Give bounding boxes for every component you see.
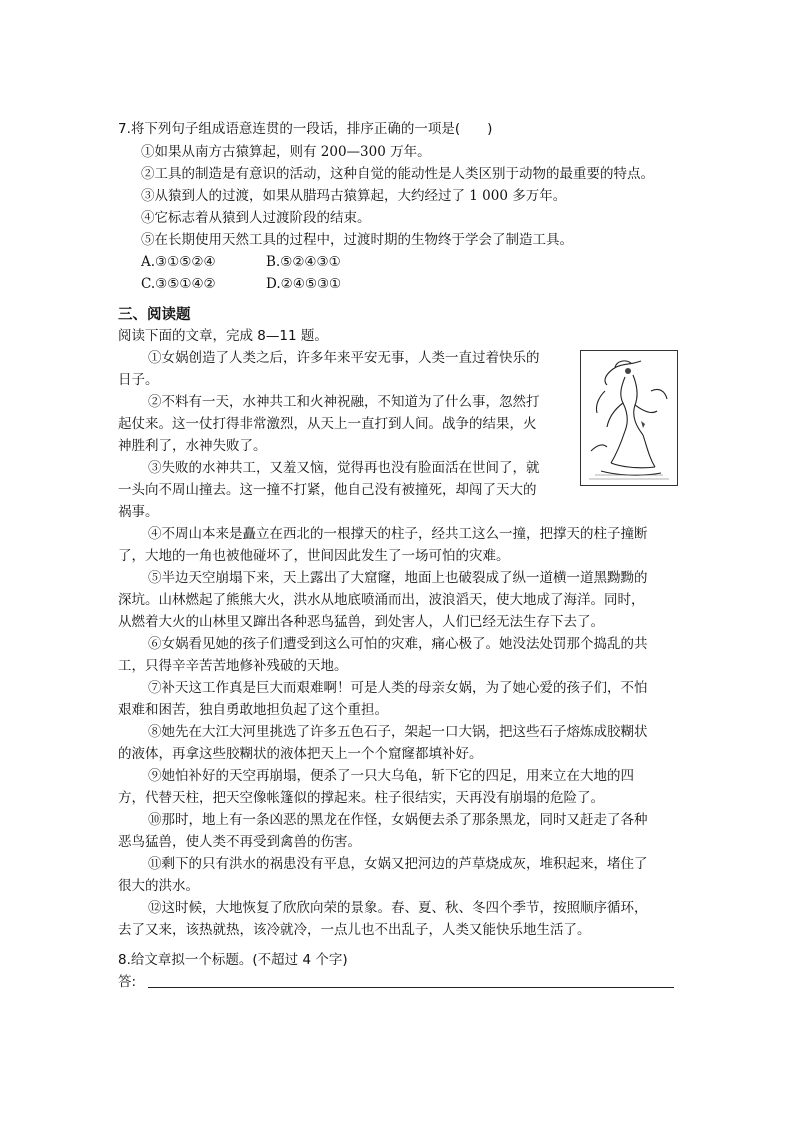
nuwa-illustration bbox=[580, 350, 678, 486]
passage-line: ⑩那时，地上有一条凶恶的黑龙在作怪，女娲便去杀了那条黑龙，同时又赶走了各种 bbox=[148, 812, 648, 828]
passage-line: ②不料有一天，水神共工和火神祝融，不知道为了什么事，忽然打 bbox=[148, 394, 540, 410]
q7-sentence-4: ④它标志着从猿到人过渡阶段的结束。 bbox=[141, 210, 371, 226]
passage-line: 方，代替天柱，把天空像帐篷似的撑起来。柱子很结实，天再没有崩塌的危险了。 bbox=[118, 790, 604, 806]
q7-stem: 7.将下列句子组成语意连贯的一段话，排序正确的一项是( ) bbox=[118, 121, 493, 137]
passage-line: 神胜利了，水神失败了。 bbox=[118, 438, 267, 454]
q7-option-d: D.②④⑤③① bbox=[266, 276, 342, 292]
q7-option-c: C.③⑤①④② bbox=[141, 276, 216, 292]
q7-option-a: A.③①⑤②④ bbox=[141, 254, 216, 270]
passage-line: 一头向不周山撞去。这一撞不打紧，他自己没有被撞死，却闯了天大的 bbox=[118, 482, 537, 498]
q7-sentence-1: ①如果从南方古猿算起，则有 200—300 万年。 bbox=[141, 144, 431, 160]
q7-sentence-2: ②工具的制造是有意识的活动，这种自觉的能动性是人类区别于动物的最重要的特点。 bbox=[141, 166, 654, 182]
passage-line: 的液体，再拿这些胶糊状的液体把天上一个个窟窿都填补好。 bbox=[118, 746, 483, 762]
section-instruction: 阅读下面的文章，完成 8—11 题。 bbox=[118, 328, 328, 344]
passage-line: 很大的洪水。 bbox=[118, 878, 199, 894]
q8-answer-label: 答: bbox=[118, 974, 137, 990]
passage-line: ⑥女娲看见她的孩子们遭受到这么可怕的灾难，痛心极了。她没法处罚那个捣乱的共 bbox=[148, 636, 648, 652]
passage-line: 艰难和困苦，独自勇敢地担负起了这个重担。 bbox=[118, 702, 388, 718]
q7-sentence-5: ⑤在长期使用天然工具的过程中，过渡时期的生物终于学会了制造工具。 bbox=[141, 232, 573, 248]
passage-line: ⑤半边天空崩塌下来，天上露出了大窟窿，地面上也破裂成了纵一道横一道黑黝黝的 bbox=[148, 570, 648, 586]
passage-line: ⑫这时候，大地恢复了欣欣向荣的景象。春、夏、秋、冬四个季节，按照顺序循环， bbox=[148, 900, 648, 916]
passage-line: ①女娲创造了人类之后，许多年来平安无事，人类一直过着快乐的 bbox=[148, 350, 540, 366]
passage-line: ⑦补天这工作真是巨大而艰难啊！可是人类的母亲女娲，为了她心爱的孩子们，不怕 bbox=[148, 680, 648, 696]
q8-answer-line[interactable] bbox=[148, 986, 674, 988]
passage-line: 深坑。山林燃起了熊熊大火，洪水从地底喷涌而出，波浪滔天，使大地成了海洋。同时， bbox=[118, 592, 645, 608]
passage-line: 从燃着大火的山林里又蹿出各种恶鸟猛兽，到处害人，人们已经无法生存下去了。 bbox=[118, 614, 604, 630]
nuwa-figure-icon bbox=[581, 351, 677, 485]
passage-line: ⑧她先在大江大河里挑选了许多五色石子，架起一口大锅，把这些石子熔炼成胶糊状 bbox=[148, 724, 648, 740]
q7-sentence-3: ③从猿到人的过渡，如果从腊玛古猿算起，大约经过了 1 000 多万年。 bbox=[141, 188, 567, 204]
section-heading: 三、阅读题 bbox=[118, 307, 191, 323]
passage-line: 去了又来，该热就热，该冷就冷，一点儿也不出乱子，人类又能快乐地生活了。 bbox=[118, 922, 591, 938]
passage-line: ⑨她怕补好的天空再崩塌，便杀了一只大乌龟，斩下它的四足，用来立在大地的四 bbox=[148, 768, 634, 784]
passage-line: 了，大地的一角也被他碰坏了，世间因此发生了一场可怕的灾难。 bbox=[118, 548, 510, 564]
passage-line: 工，只得辛辛苦苦地修补残破的天地。 bbox=[118, 658, 348, 674]
passage-line: 起仗来。这一仗打得非常激烈，从天上一直打到人间。战争的结果，火 bbox=[118, 416, 537, 432]
passage-line: 日子。 bbox=[118, 372, 159, 388]
passage-line: 恶鸟猛兽，使人类不再受到禽兽的伤害。 bbox=[118, 834, 361, 850]
passage-line: 祸事。 bbox=[118, 504, 159, 520]
passage-line: ⑪剩下的只有洪水的祸患没有平息，女娲又把河边的芦草烧成灰，堆积起来，堵住了 bbox=[148, 856, 648, 872]
passage-line: ③失败的水神共工，又羞又恼，觉得再也没有脸面活在世间了，就 bbox=[148, 460, 540, 476]
passage-line: ④不周山本来是矗立在西北的一根撑天的柱子，经共工这么一撞，把撑天的柱子撞断 bbox=[148, 526, 648, 542]
q8-stem: 8.给文章拟一个标题。(不超过 4 个字) bbox=[118, 952, 348, 968]
q7-option-b: B.⑤②④③① bbox=[266, 254, 341, 270]
